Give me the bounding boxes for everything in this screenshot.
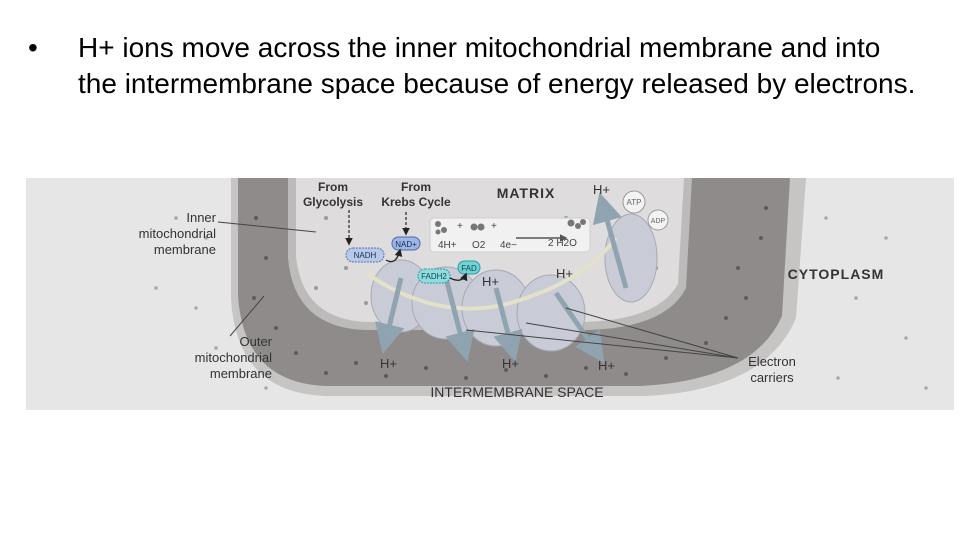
intermembrane-space-label: INTERMEMBRANE SPACE bbox=[430, 384, 604, 400]
bullet-marker: • bbox=[28, 32, 38, 63]
outer-label-line-2: mitochondrial bbox=[194, 350, 272, 365]
inner-label-line-2: mitochondrial bbox=[138, 226, 216, 241]
h-plus-top: H+ bbox=[593, 182, 610, 197]
plus-2: + bbox=[491, 221, 497, 232]
carriers-line-2: carriers bbox=[750, 370, 794, 385]
h-plus-matrix-1: H+ bbox=[556, 266, 573, 281]
nadh-label: NADH bbox=[353, 251, 377, 260]
inner-label-line-3: membrane bbox=[153, 242, 216, 257]
outer-label-line-3: membrane bbox=[209, 366, 272, 381]
h-plus-ims-1: H+ bbox=[380, 356, 397, 371]
krebs-line-2: Krebs Cycle bbox=[381, 195, 451, 209]
matrix-label: MATRIX bbox=[496, 185, 556, 201]
e4-label: 4e− bbox=[500, 240, 517, 251]
h-plus-matrix-2: H+ bbox=[482, 274, 499, 289]
adp-label: ADP bbox=[650, 218, 666, 225]
cytoplasm-label: CYTOPLASM bbox=[787, 266, 885, 282]
h-plus-ims-3: H+ bbox=[598, 358, 615, 373]
nad-label: NAD+ bbox=[395, 240, 417, 249]
h-plus-ims-2: H+ bbox=[502, 356, 519, 371]
bullet-text: H+ ions move across the inner mitochondrial membrane and into the intermembrane space because of energy released by electrons. bbox=[78, 32, 916, 99]
h4-label: 4H+ bbox=[438, 240, 457, 251]
atp-label: ATP bbox=[626, 198, 642, 207]
fadh2-label: FADH2 bbox=[421, 272, 447, 281]
water-label: 2 H2O bbox=[548, 238, 577, 249]
inner-label-line-1: Inner bbox=[186, 210, 216, 225]
electron-transport-diagram bbox=[26, 178, 954, 410]
electron-carriers-label bbox=[748, 354, 796, 385]
o2-label: O2 bbox=[472, 240, 486, 251]
outer-label-line-1: Outer bbox=[239, 334, 272, 349]
fad-label: FAD bbox=[461, 264, 477, 273]
krebs-line-1: From bbox=[401, 180, 431, 194]
plus-1: + bbox=[457, 221, 463, 232]
carriers-line-1: Electron bbox=[748, 354, 796, 369]
atp-synthase bbox=[605, 214, 657, 302]
glycolysis-line-1: From bbox=[318, 180, 348, 194]
glycolysis-line-2: Glycolysis bbox=[302, 195, 364, 209]
